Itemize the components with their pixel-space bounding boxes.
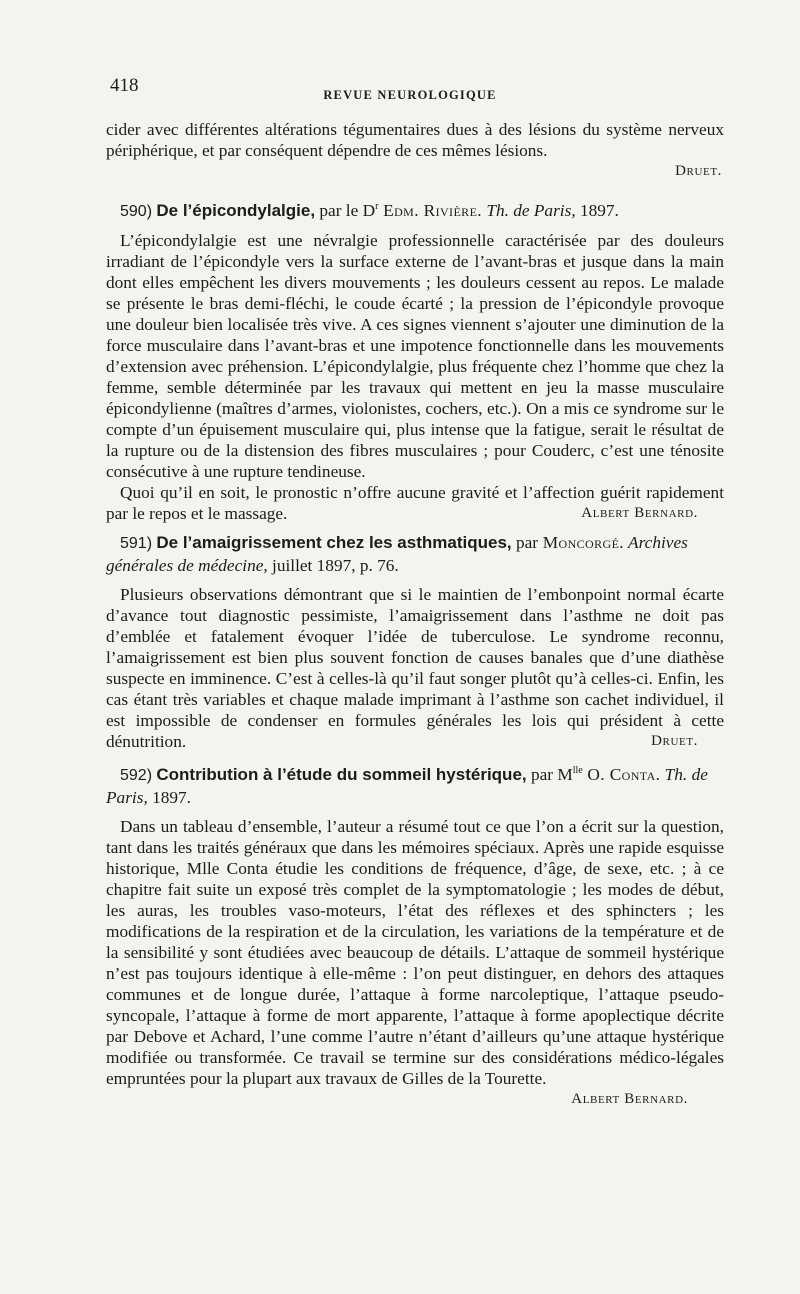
entry-number: 591) [120,534,153,552]
entry-paragraph [106,482,724,524]
entry-number: 592) [120,766,153,784]
entry-title: De l’épicondylalgie, [156,200,316,220]
entry-paragraph-text: Plusieurs observations démontrant que si le maintien de l’embonpoint normal écarte d’avance tout diagnostic pessimiste, l’amaigrissement dans l’asthme ne doit pas d’emblée et fatalement évoquer l’idée de tuberculose. Le syndrome reconnu, l’amaigrissement est bien plus souvent fonction de causes banales que d’une diathèse suspecte en imminence. C’est à celles-là qu’il faut songer plutôt qu’à celles-ci. Enfin, les cas étant très variables et chaque malade imprimant à l’asthme son cachet individuel, il est impossible de condenser en formules générales les lois qui président à cette dénutrition. [106,584,724,751]
entry-author: Moncorgé. [538,532,625,552]
entry-source: Th. de Paris, [106,764,708,807]
entry-year: 1897. [147,787,191,807]
page-body [106,119,724,1108]
entry-title: Contribution à l’étude du sommeil hystérique, [156,764,527,784]
signature: Druet. [651,732,698,749]
entry-by-sup: r [375,201,379,212]
running-title: REVUE NEUROLOGIQUE [323,88,497,102]
entry-year: 1897. [575,200,619,220]
signature: Albert Bernard. [581,504,698,521]
entry-author: Edm. Rivière. [378,200,483,220]
entry-by: par [511,532,539,552]
signature: Druet. [675,163,722,179]
page-number: 418 [110,75,139,96]
entry-by: par M [526,764,573,784]
entry-source: Th. de Paris, [482,200,576,220]
intro-paragraph: cider avec différentes altérations tégumentaires dues à des lésions du système nerveux périphérique, et par conséquent dépendre de ces mêmes lésions. [106,120,724,160]
entry-heading [106,760,724,809]
entry-paragraph [106,584,724,752]
entry-year: juillet 1897, p. 76. [267,555,399,575]
entry-by-sup: lle [572,764,583,776]
entry-number: 590) [120,202,153,220]
entry-author: O. Conta. [582,764,661,784]
entry-source: Archives générales de médecine, [106,532,688,575]
entry-by: par le D [315,200,376,220]
entry-title: De l’amaigrissement chez les asthmatiques, [156,532,512,552]
entry-paragraph: Dans un tableau d’ensemble, l’auteur a résumé tout ce que l’on a écrit sur la question, tant dans les traités généraux que dans les mémoires spéciaux. Après une rapide esquisse historique, Mlle Conta étudie les conditions de fréquence, d’âge, de sexe, etc. ; à ce chapitre fait suite un exposé très complet de la symptomatologie ; les modes de début, les auras, les troubles vaso-moteurs, l’état des réflexes et des sphincters ; les modifications de la respiration et de la circulation, les variations de la température et de la sensibilité y sont étudiées avec beaucoup de détails. L’attaque de sommeil hystérique n’est pas toujours identique à elle-même : l’on peut distinguer, en dehors des attaques communes et de longue durée, l’attaque à forme narcoleptique, l’attaque pseudo-syncopale, l’attaque à forme de mort apparente, l’attaque à forme apoplectique décrite par Debove et Achard, l’une comme l’autre n’étant d’ailleurs qu’une attaque hystérique modifiée ou transformée. Ce travail se termine sur des considérations médico-légales empruntées pour la plupart aux travaux de Gilles de la Tourette. [106,816,724,1088]
entry-heading [106,532,724,577]
entry-paragraph: L’épicondylalgie est une névralgie professionnelle caractérisée par des douleurs irradiant de l’épicondyle vers la surface externe de l’avant-bras et jusque dans la main dont elles empêchent les divers mouvements ; les douleurs cessent au repos. Le malade se présente le bras demi-fléchi, le coude écarté ; la pression de l’épicondyle provoque une douleur bien localisée très vive. A ces signes viennent s’ajouter une diminution de la force musculaire dans l’avant-bras et une impotence fonctionnelle dans les mouvements d’extension avec préhension. L’épicondylalgie, plus fréquente chez l’homme que chez la femme, semble déterminée par les travaux qui mettent en jeu la masse musculaire épicondylienne (maîtres d’armes, violonistes, cochers, etc.). On a mis ce syndrome sur le compte d’un épuisement musculaire qui, plus intense que la fatigue, serait le résultat de la rupture ou de la distension des fibres musculaires ; pour Couderc, c’est une ténosite consécutive à une rupture tendineuse. [106,230,724,481]
signature: Albert Bernard. [571,1090,688,1107]
entry-heading [106,196,724,223]
entry-paragraph-text: Quoi qu’il en soit, le pronostic n’offre aucune gravité et l’affection guérit rapidement par le repos et le massage. [106,482,724,523]
